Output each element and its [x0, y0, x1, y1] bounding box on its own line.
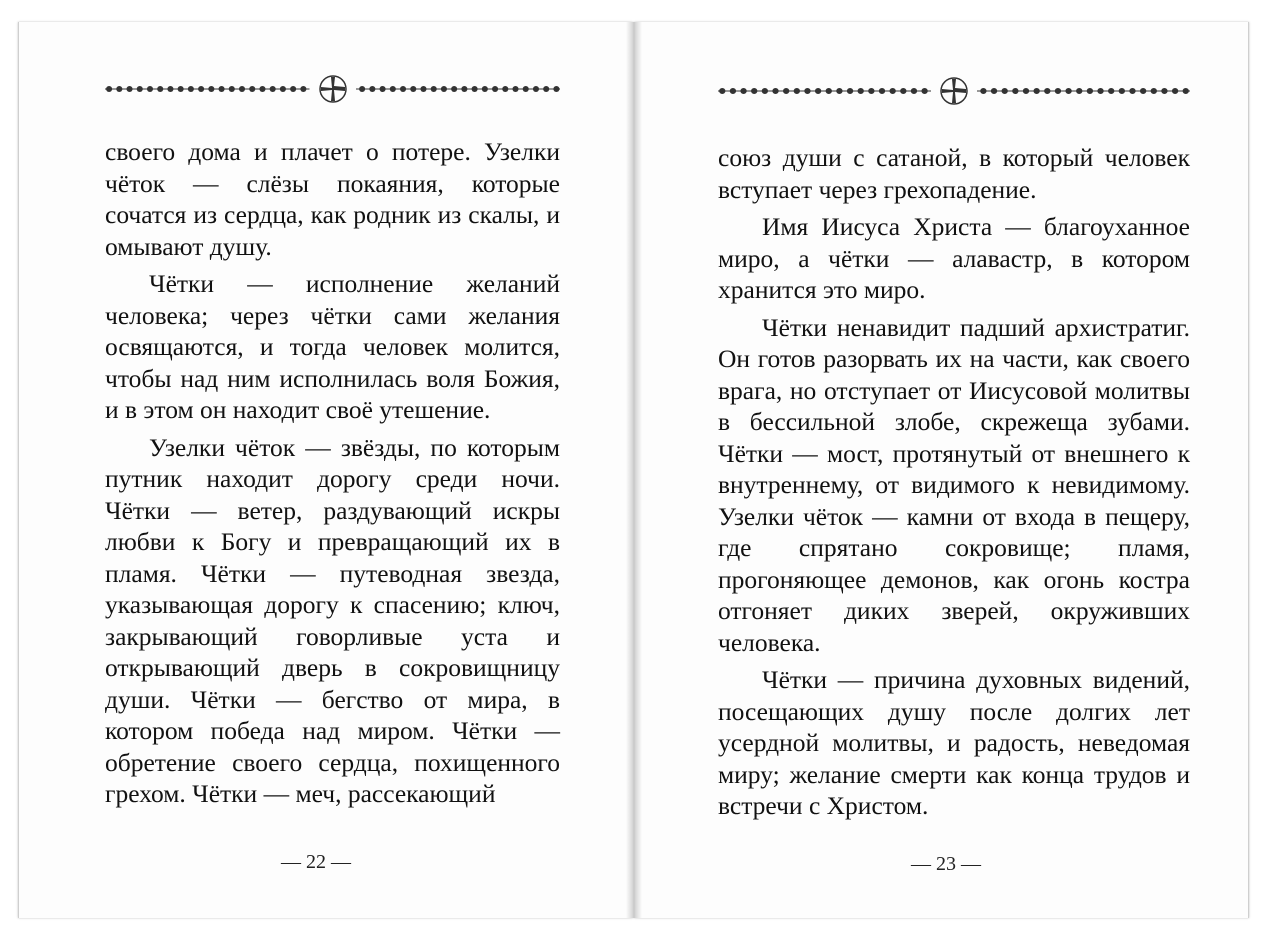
paragraph: Чётки — причина духовных видений, посещающих душу после долгих лет усердной молитвы, и радость, неведомая миру; желание смерти как конца трудов и встречи с Христом.: [718, 665, 1190, 820]
book-spread: [18, 22, 1250, 922]
header-ornament: [718, 76, 1190, 106]
paragraph: Узелки чёток — звёзды, по которым путник находит дорогу среди ночи. Чётки — ветер, раздувающий искры любви к Богу и превращающий их в пламя. Чётки — путеводная звезда, указывающая дорогу к спасению; ключ, закрывающий говорливые уста и открывающий дверь в сокровищницу души. Чётки — бегство от мира, в котором победа над миром. Чётки — обретение своего сердца, похищенного грехом. Чётки — меч, рассекающий: [105, 432, 560, 808]
bead-border-right: [977, 84, 1190, 98]
paragraph: союз души с сатаной, в который человек вступает через грехопадение.: [718, 143, 1190, 204]
paragraph: Чётки — исполнение желаний человека; через чётки сами желания освящаются, и тогда человек молится, чтобы над ним исполнилась воля Божия, и в этом он находит своё утешение.: [105, 269, 560, 424]
book-gutter: [626, 22, 642, 918]
page-number: — 23 —: [911, 853, 981, 875]
cross-ornament-icon: [939, 76, 969, 106]
left-page-text: [105, 136, 560, 810]
cross-ornament-icon: [318, 74, 348, 104]
header-ornament: [105, 74, 560, 104]
right-page: [634, 22, 1249, 918]
bead-border-left: [105, 82, 310, 96]
bead-border-right: [356, 82, 561, 96]
page-number: — 22 —: [281, 851, 351, 873]
bead-border-left: [718, 84, 931, 98]
right-page-text: [718, 142, 1190, 822]
paragraph: своего дома и плачет о потере. Узелки чёток — слёзы покаяния, которые сочатся из сердца, как родник из скалы, и омывают душу.: [105, 137, 560, 261]
paragraph: Имя Иисуса Христа — благоуханное миро, а чётки — алавастр, в котором хранится это миро.: [718, 212, 1190, 304]
paragraph: Чётки ненавидит падший архистратиг. Он готов разорвать их на части, как своего врага, но отступает от Иисусовой молитвы в бессильной злобе, скрежеща зубами. Чётки — мост, протянутый от внешнего к внутреннему, от видимого к невидимому. Узелки чёток — камни от входа в пещеру, где спрятано сокровище; пламя, прогоняющее демонов, как огонь костра отгоняет диких зверей, окруживших человека.: [718, 312, 1190, 657]
left-page: [18, 22, 633, 918]
